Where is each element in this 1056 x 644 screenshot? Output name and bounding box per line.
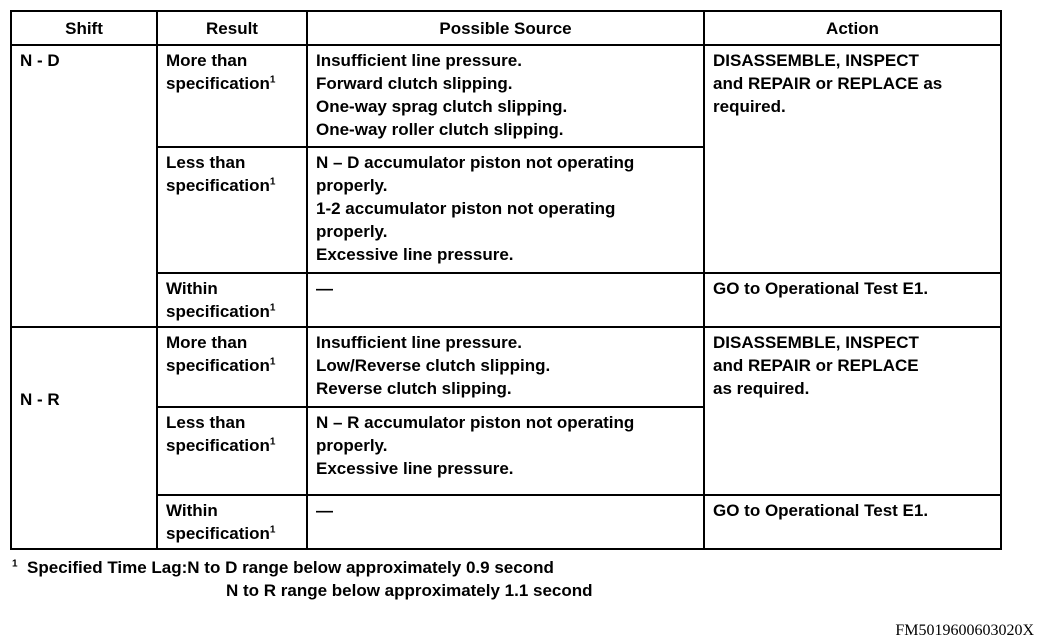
footnote-mark: 1 [269,356,276,368]
action-cell [704,327,1001,495]
result-cell [157,273,307,327]
action-cell: GO to Operational Test E1. [704,495,1001,549]
action-line: DISASSEMBLE, INSPECT [713,333,919,352]
result-cell [157,147,307,273]
source-line: properly. [316,176,388,195]
result-line: More than [166,333,248,352]
result-cell [157,327,307,407]
action-line: required. [713,97,786,116]
header-shift: Shift [11,11,157,45]
result-cell [157,45,307,147]
result-line: More than [166,51,248,70]
document-id: FM5019600603020X [895,622,1034,639]
result-cell [157,407,307,495]
result-line: specification$^1$ [166,524,276,543]
footnote-mark: 1 [12,558,18,570]
source-line: Excessive line pressure. [316,245,514,264]
result-line: specification$^1$ [166,74,276,93]
table-row [11,273,1001,327]
source-line: Insufficient line pressure. [316,333,522,352]
source-cell [307,407,704,495]
footnote-mark: 1 [269,524,276,536]
source-line: Insufficient line pressure. [316,51,522,70]
source-line: One-way sprag clutch slipping. [316,97,568,116]
footnote-mark: 1 [269,74,276,86]
footnote-line-2: N to R range below approximately 1.1 second [226,581,593,600]
table-row [11,45,1001,147]
source-cell [307,327,704,407]
table-header-row [11,11,1001,45]
shift-cell-n-d: N - D [11,45,157,327]
source-line: N – R accumulator piston not operating [316,413,635,432]
result-cell [157,495,307,549]
source-line: One-way roller clutch slipping. [316,120,564,139]
source-cell [307,147,704,273]
source-line: Low/Reverse clutch slipping. [316,356,551,375]
result-line: Less than [166,413,246,432]
action-line: and REPAIR or REPLACE as [713,74,943,93]
source-line: Forward clutch slipping. [316,74,513,93]
table-footnote [12,556,593,602]
result-line: specification$^1$ [166,176,276,195]
action-line: DISASSEMBLE, INSPECT [713,51,919,70]
action-cell [704,45,1001,273]
result-line: Within [166,279,218,298]
source-line: 1-2 accumulator piston not operating [316,199,616,218]
action-cell: GO to Operational Test E1. [704,273,1001,327]
source-cell-empty: — [307,495,704,549]
source-line: properly. [316,222,388,241]
result-line: Within [166,501,218,520]
source-line: Reverse clutch slipping. [316,379,512,398]
source-line: N – D accumulator piston not operating [316,153,635,172]
source-line: properly. [316,436,388,455]
footnote-line-1: $^1$ Specified Time Lag:N to D range below approximately 0.9 second [12,558,554,577]
footnote-mark: 1 [269,302,276,314]
result-line: specification$^1$ [166,302,276,321]
header-possible-source: Possible Source [307,11,704,45]
result-line: Less than [166,153,246,172]
source-line: Excessive line pressure. [316,459,514,478]
header-result: Result [157,11,307,45]
source-cell [307,45,704,147]
result-line: specification$^1$ [166,436,276,455]
table-row [11,495,1001,549]
footnote-mark: 1 [269,176,276,188]
shift-cell-n-r: N - R [11,327,157,549]
source-cell-empty: — [307,273,704,327]
action-line: and REPAIR or REPLACE [713,356,919,375]
header-action: Action [704,11,1001,45]
result-line: specification$^1$ [166,356,276,375]
table-row [11,327,1001,407]
action-line: as required. [713,379,810,398]
shift-diagnosis-table [10,10,1002,550]
footnote-mark: 1 [269,436,276,448]
